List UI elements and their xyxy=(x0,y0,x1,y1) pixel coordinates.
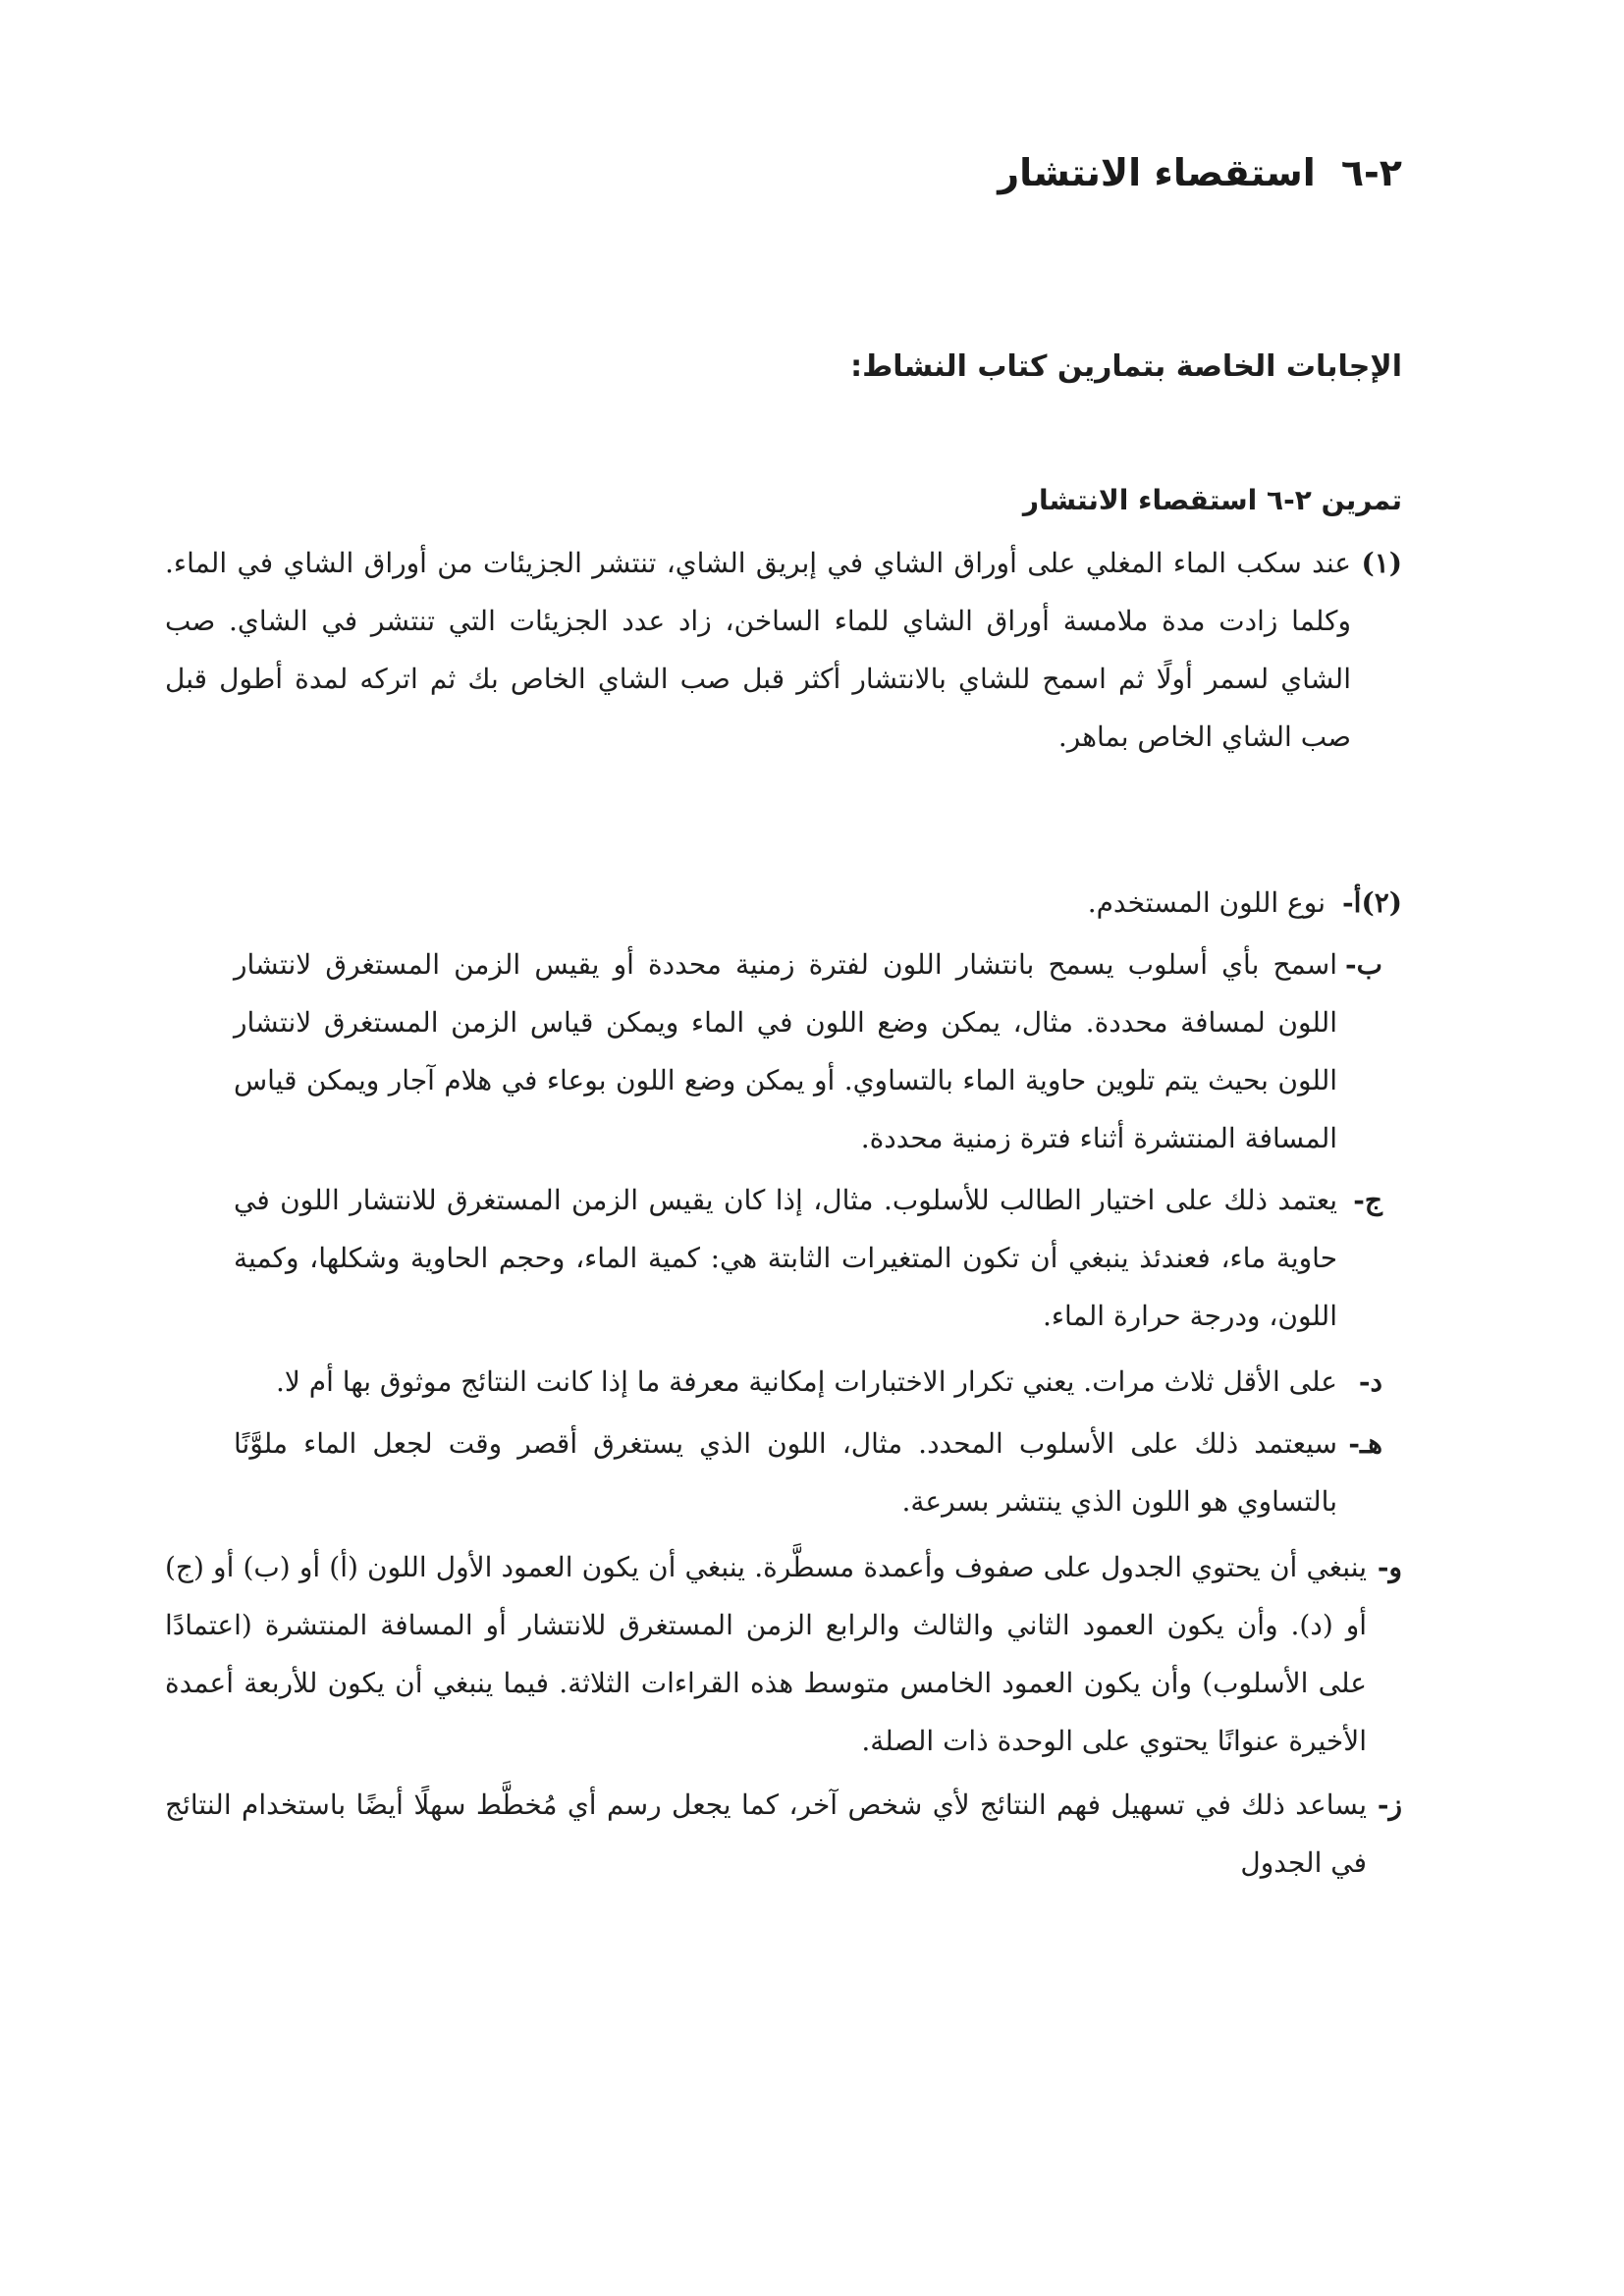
item-marker: هـ- xyxy=(1348,1427,1382,1460)
item-text: سيعتمد ذلك على الأسلوب المحدد. مثال، اللون الذي يستغرق أقصر وقت لجعل الماء ملوَّنًا بالتساوي هو اللون الذي ينتشر بسرعة. xyxy=(234,1427,1337,1518)
section-title-text: استقصاء الانتشار xyxy=(998,151,1316,194)
item-text: ينبغي أن يحتوي الجدول على صفوف وأعمدة مسطَّرة. ينبغي أن يكون العمود الأول اللون (أ) أو (ب) أو (ج) أو (د). وأن يكون العمود الثاني والثالث والرابع الزمن المستغرق للانتشار أو المسافة المنتشرة (اعتمادًا على الأسلوب) وأن يكون العمود الخامس متوسط هذه القراءات الثلاثة. فيما ينبغي أن يكون للأربعة أعمدة الأخيرة عنوانًا يحتوي على الوحدة ذات الصلة. xyxy=(165,1551,1367,1757)
item-marker: ز- xyxy=(1377,1789,1402,1821)
section-number: ٢-٦ xyxy=(1340,151,1402,194)
item-marker: (٢)أ- xyxy=(1342,886,1402,919)
item-text: يعتمد ذلك على اختيار الطالب للأسلوب. مثال، إذا كان يقيس الزمن المستغرق للانتشار اللون في حاوية ماء، فعندئذ ينبغي أن تكون المتغيرات الثابتة هي: كمية الماء، وحجم الحاوية وشكلها، وكمية اللون، ودرجة حرارة الماء. xyxy=(234,1184,1337,1332)
item-marker: ج- xyxy=(1353,1184,1382,1216)
answer-item-2b xyxy=(234,935,1382,1167)
answer-item-2c xyxy=(234,1171,1382,1345)
answer-item-2h xyxy=(234,1415,1382,1530)
item-text: على الأقل ثلاث مرات. يعني تكرار الاختبارات إمكانية معرفة ما إذا كانت النتائج موثوق بها أم لا. xyxy=(276,1365,1337,1398)
page-content xyxy=(165,147,1402,1892)
item-marker: د- xyxy=(1358,1365,1382,1398)
answer-item-2d xyxy=(234,1353,1382,1411)
item-text: نوع اللون المستخدم. xyxy=(1087,886,1326,919)
answer-item-2a xyxy=(165,874,1402,932)
item-text: اسمح بأي أسلوب يسمح بانتشار اللون لفترة زمنية محددة أو يقيس الزمن المستغرق لانتشار اللون لمسافة محددة. مثال، يمكن وضع اللون في الماء ويمكن قياس الزمن المستغرق لانتشار اللون بحيث يتم تلوين حاوية الماء بالتساوي. أو يمكن وضع اللون بوعاء في هلام آجار ويمكن قياس المسافة المنتشرة أثناء فترة زمنية محددة. xyxy=(234,948,1337,1154)
item-marker: ب- xyxy=(1345,948,1382,981)
answers-subheading: الإجابات الخاصة بتمارين كتاب النشاط: xyxy=(850,349,1402,384)
exercise-heading: تمرين ٢-٦ استقصاء الانتشار xyxy=(1022,484,1402,516)
item-marker: (١) xyxy=(1361,547,1402,579)
answer-item-2z xyxy=(165,1776,1402,1892)
answer-item-1 xyxy=(165,534,1402,766)
item-text: عند سكب الماء المغلي على أوراق الشاي في إبريق الشاي، تنتشر الجزيئات من أوراق الشاي في الماء. وكلما زادت مدة ملامسة أوراق الشاي للماء الساخن، زاد عدد الجزيئات التي تنتشر في الشاي. صب الشاي لسمر أولًا ثم اسمح للشاي بالانتشار أكثر قبل صب الشاي الخاص بك ثم اتركه لمدة أطول قبل صب الشاي الخاص بماهر. xyxy=(165,547,1351,753)
item-marker: و- xyxy=(1377,1551,1402,1583)
answer-item-2w xyxy=(165,1538,1402,1770)
item-text: يساعد ذلك في تسهيل فهم النتائج لأي شخص آخر، كما يجعل رسم أي مُخطَّط سهلًا أيضًا باستخدام النتائج في الجدول xyxy=(165,1789,1367,1879)
section-title xyxy=(165,147,1402,198)
